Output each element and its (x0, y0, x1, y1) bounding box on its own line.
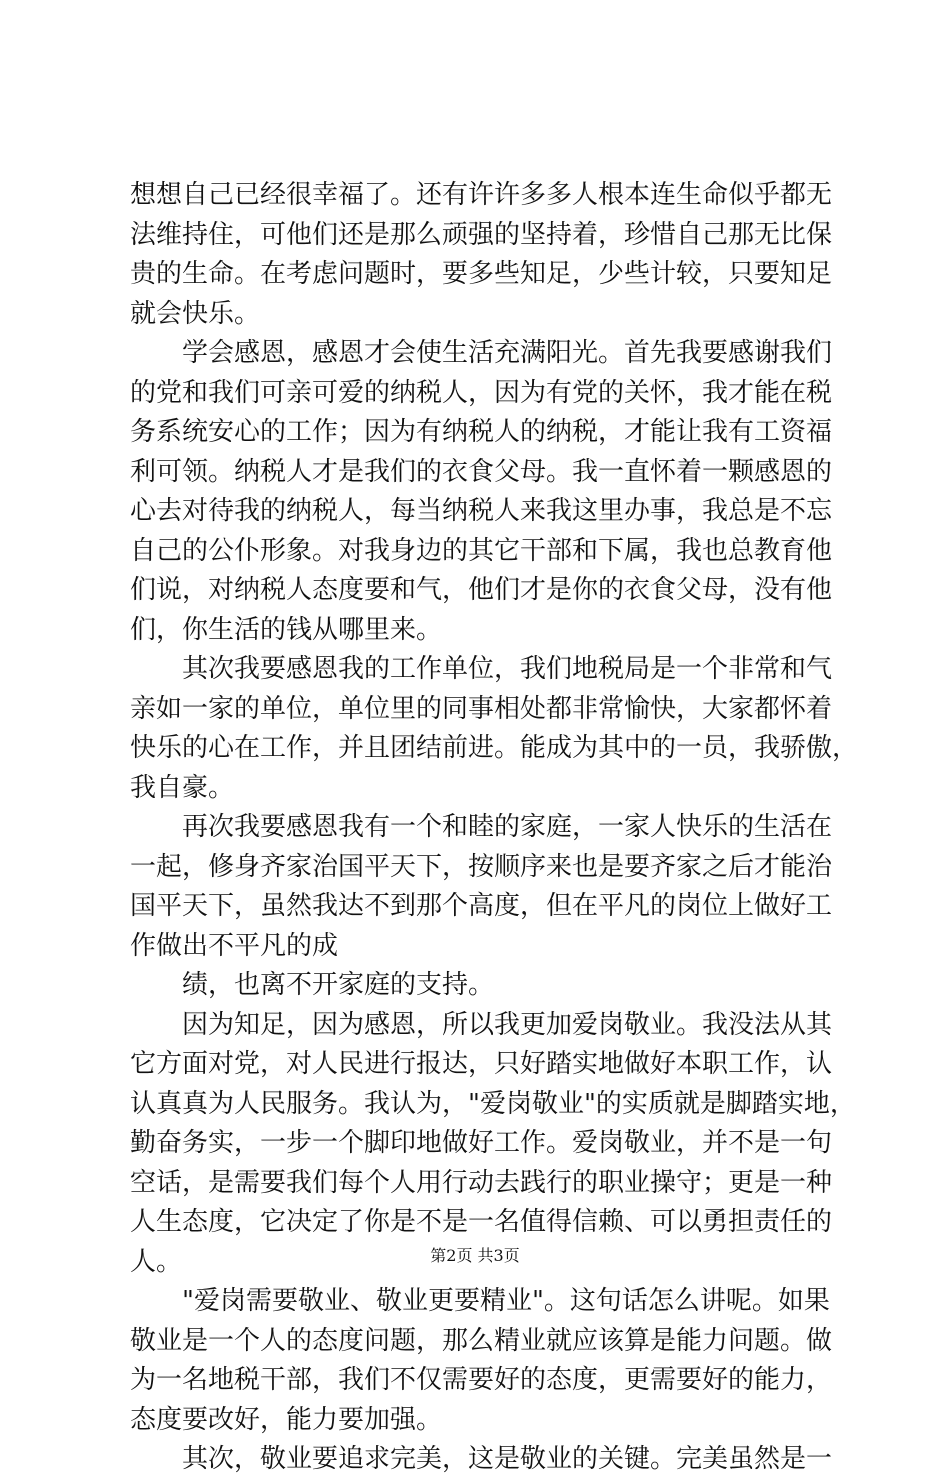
document-body (130, 176, 859, 1480)
text-line: 态度要改好，能力要加强。 (130, 1404, 443, 1435)
text-line: 自己的公仆形象。对我身边的其它干部和下属，我也总教育他 (130, 535, 833, 566)
text-line: 勤奋务实，一步一个脚印地做好工作。爱岗敬业，并不是一句 (130, 1128, 833, 1158)
text-line: 再次我要感恩我有一个和睦的家庭，一家人快乐的生活在 (182, 812, 833, 842)
text-line: 贵的生命。在考虑问题时，要多些知足，少些计较，只要知足 (130, 259, 833, 289)
text-line: 心去对待我的纳税人，每当纳税人来我这里办事，我总是不忘 (130, 496, 833, 526)
text-line: 们说，对纳税人态度要和气，他们才是你的衣食父母，没有他 (130, 575, 833, 605)
text-line: 其次，敬业要追求完美，这是敬业的关键。完美虽然是一 (182, 1444, 833, 1474)
text-line: 我自豪。 (130, 772, 235, 803)
text-line: 人生态度，它决定了你是不是一名值得信赖、可以勇担责任的 (130, 1207, 833, 1237)
text-line: 绩，也离不开家庭的支持。 (182, 970, 495, 1000)
text-line: 国平天下，虽然我达不到那个高度，但在平凡的岗位上做好工 (130, 891, 833, 921)
text-line: 亲如一家的单位，单位里的同事相处都非常愉快，大家都怀着 (130, 693, 833, 724)
text-line: 因为知足，因为感恩，所以我更加爱岗敬业。我没法从其 (182, 1009, 833, 1040)
text-line: 们，你生活的钱从哪里来。 (130, 614, 443, 645)
text-line: 利可领。纳税人才是我们的衣食父母。我一直怀着一颗感恩的 (130, 456, 833, 487)
text-line: 就会快乐。 (130, 298, 261, 329)
text-line: 它方面对党，对人民进行报达，只好踏实地做好本职工作，认 (130, 1049, 833, 1079)
text-line: 认真真为人民服务。我认为，"爱岗敬业"的实质就是脚踏实地， (130, 1088, 856, 1119)
text-line: 务系统安心的工作；因为有纳税人的纳税，才能让我有工资福 (130, 417, 833, 447)
text-line: 人。 (130, 1246, 183, 1277)
text-line: 敬业是一个人的态度问题，那么精业就应该算是能力问题。做 (130, 1325, 833, 1356)
text-line: 想想自己已经很幸福了。还有许许多多人根本连生命似乎都无 (130, 180, 833, 210)
text-line: "爱岗需要敬业、敬业更要精业"。这句话怎么讲呢。如果 (182, 1286, 830, 1316)
text-line: 一起，修身齐家治国平天下，按顺序来也是要齐家之后才能治 (130, 851, 833, 882)
text-line: 法维持住，可他们还是那么顽强的坚持着，珍惜自己那无比保 (130, 219, 833, 250)
text-line: 学会感恩，感恩才会使生活充满阳光。首先我要感谢我们 (182, 338, 833, 368)
page-footer: 第2页 共3页 (430, 1246, 520, 1265)
text-line: 其次我要感恩我的工作单位，我们地税局是一个非常和气 (182, 654, 833, 684)
text-line: 快乐的心在工作，并且团结前进。能成为其中的一员，我骄傲， (130, 733, 859, 763)
text-line: 空话，是需要我们每个人用行动去践行的职业操守；更是一种 (130, 1167, 833, 1198)
text-line: 作做出不平凡的成 (130, 930, 339, 961)
text-line: 为一名地税干部，我们不仅需要好的态度，更需要好的能力， (130, 1365, 833, 1395)
text-line: 的党和我们可亲可爱的纳税人，因为有党的关怀，我才能在税 (130, 377, 833, 408)
